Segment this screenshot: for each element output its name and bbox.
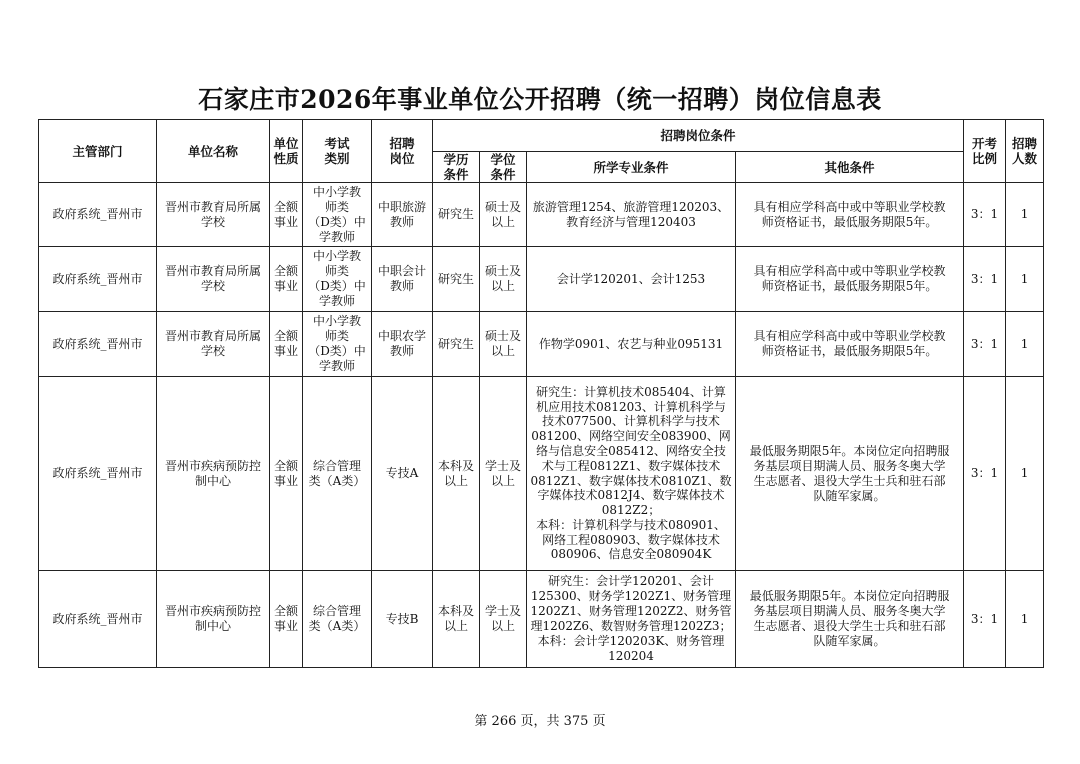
cell-major: 研究生：计算机技术085404、计算 机应用技术081203、计算机科学与 技术077500、计算机科学与技术 081200、网络空间安全083900、网 络与信息安全085412、网络安全技 术与工程0812Z1、数字媒体技术 0812Z1、数字媒体技术0810Z1、数 字媒体技术0812J4、数字媒体技术 0812Z2； 本科：计算机科学与技术080901、 网络工程080903、数字媒体技术 080906、信息安全080904K <box>527 377 736 571</box>
cell-major: 会计学120201、会计1253 <box>527 247 736 312</box>
cell-edu: 研究生 <box>433 312 480 377</box>
cell-other: 最低服务期限5年。本岗位定向招聘服 务基层项目期满人员、服务冬奥大学 生志愿者、退役大学生士兵和驻石部 队随军家属。 <box>736 571 964 668</box>
cell-count: 1 <box>1006 183 1044 247</box>
page-number: 第 266 页，共 375 页 <box>474 714 606 729</box>
cell-ratio: 3：1 <box>964 247 1006 312</box>
header-ratio: 开考 比例 <box>964 120 1006 183</box>
cell-dept: 政府系统_晋州市 <box>39 571 157 668</box>
cell-other: 最低服务期限5年。本岗位定向招聘服 务基层项目期满人员、服务冬奥大学 生志愿者、退役大学生士兵和驻石部 队随军家属。 <box>736 377 964 571</box>
header-post: 招聘 岗位 <box>372 120 433 183</box>
header-nature: 单位 性质 <box>270 120 303 183</box>
cell-dept: 政府系统_晋州市 <box>39 183 157 247</box>
cell-edu: 本科及 以上 <box>433 377 480 571</box>
cell-exam: 中小学教 师类 （D类）中 学教师 <box>303 247 372 312</box>
cell-dept: 政府系统_晋州市 <box>39 247 157 312</box>
cell-other: 具有相应学科高中或中等职业学校教 师资格证书，最低服务期限5年。 <box>736 183 964 247</box>
header-other: 其他条件 <box>736 152 964 183</box>
cell-post: 专技A <box>372 377 433 571</box>
cell-post: 中职会计 教师 <box>372 247 433 312</box>
table-row <box>39 247 1044 312</box>
cell-unit: 晋州市疾病预防控 制中心 <box>157 377 270 571</box>
table-row <box>39 183 1044 247</box>
page-title: 石家庄市2026年事业单位公开招聘（统一招聘）岗位信息表 <box>198 85 882 114</box>
cell-exam: 综合管理 类（A类） <box>303 377 372 571</box>
cell-nature: 全额 事业 <box>270 377 303 571</box>
cell-major: 旅游管理1254、旅游管理120203、 教育经济与管理120403 <box>527 183 736 247</box>
header-edu: 学历 条件 <box>433 152 480 183</box>
cell-unit: 晋州市教育局所属 学校 <box>157 183 270 247</box>
cell-ratio: 3：1 <box>964 571 1006 668</box>
cell-exam: 中小学教 师类 （D类）中 学教师 <box>303 183 372 247</box>
cell-count: 1 <box>1006 571 1044 668</box>
cell-edu: 研究生 <box>433 183 480 247</box>
cell-major: 作物学0901、农艺与种业095131 <box>527 312 736 377</box>
header-major: 所学专业条件 <box>527 152 736 183</box>
cell-degree: 硕士及 以上 <box>480 183 527 247</box>
cell-dept: 政府系统_晋州市 <box>39 377 157 571</box>
cell-degree: 学士及 以上 <box>480 571 527 668</box>
header-degree: 学位 条件 <box>480 152 527 183</box>
cell-ratio: 3：1 <box>964 377 1006 571</box>
cell-nature: 全额 事业 <box>270 247 303 312</box>
cell-post: 中职农学 教师 <box>372 312 433 377</box>
cell-other: 具有相应学科高中或中等职业学校教 师资格证书，最低服务期限5年。 <box>736 312 964 377</box>
cell-count: 1 <box>1006 247 1044 312</box>
header-unit: 单位名称 <box>157 120 270 183</box>
cell-other: 具有相应学科高中或中等职业学校教 师资格证书，最低服务期限5年。 <box>736 247 964 312</box>
cell-post: 中职旅游 教师 <box>372 183 433 247</box>
cell-edu: 本科及 以上 <box>433 571 480 668</box>
table-row <box>39 312 1044 377</box>
cell-unit: 晋州市教育局所属 学校 <box>157 312 270 377</box>
cell-unit: 晋州市疾病预防控 制中心 <box>157 571 270 668</box>
cell-nature: 全额 事业 <box>270 571 303 668</box>
header-count: 招聘 人数 <box>1006 120 1044 183</box>
recruitment-table <box>38 119 1044 668</box>
cell-degree: 硕士及 以上 <box>480 312 527 377</box>
cell-degree: 硕士及 以上 <box>480 247 527 312</box>
cell-major: 研究生：会计学120201、会计 125300、财务学1202Z1、财务管理 1202Z1、财务管理1202Z2、财务管 理1202Z6、数智财务管理1202Z3； 本科：会计学120203K、财务管理 120204 <box>527 571 736 668</box>
header-exam: 考试 类别 <box>303 120 372 183</box>
cell-nature: 全额 事业 <box>270 183 303 247</box>
cell-post: 专技B <box>372 571 433 668</box>
cell-count: 1 <box>1006 377 1044 571</box>
table-row <box>39 571 1044 668</box>
cell-degree: 学士及 以上 <box>480 377 527 571</box>
header-dept: 主管部门 <box>39 120 157 183</box>
table-row <box>39 377 1044 571</box>
cell-exam: 中小学教 师类 （D类）中 学教师 <box>303 312 372 377</box>
cell-count: 1 <box>1006 312 1044 377</box>
cell-exam: 综合管理 类（A类） <box>303 571 372 668</box>
cell-ratio: 3：1 <box>964 183 1006 247</box>
cell-edu: 研究生 <box>433 247 480 312</box>
header-conditions: 招聘岗位条件 <box>433 120 964 152</box>
cell-ratio: 3：1 <box>964 312 1006 377</box>
cell-nature: 全额 事业 <box>270 312 303 377</box>
cell-unit: 晋州市教育局所属 学校 <box>157 247 270 312</box>
cell-dept: 政府系统_晋州市 <box>39 312 157 377</box>
